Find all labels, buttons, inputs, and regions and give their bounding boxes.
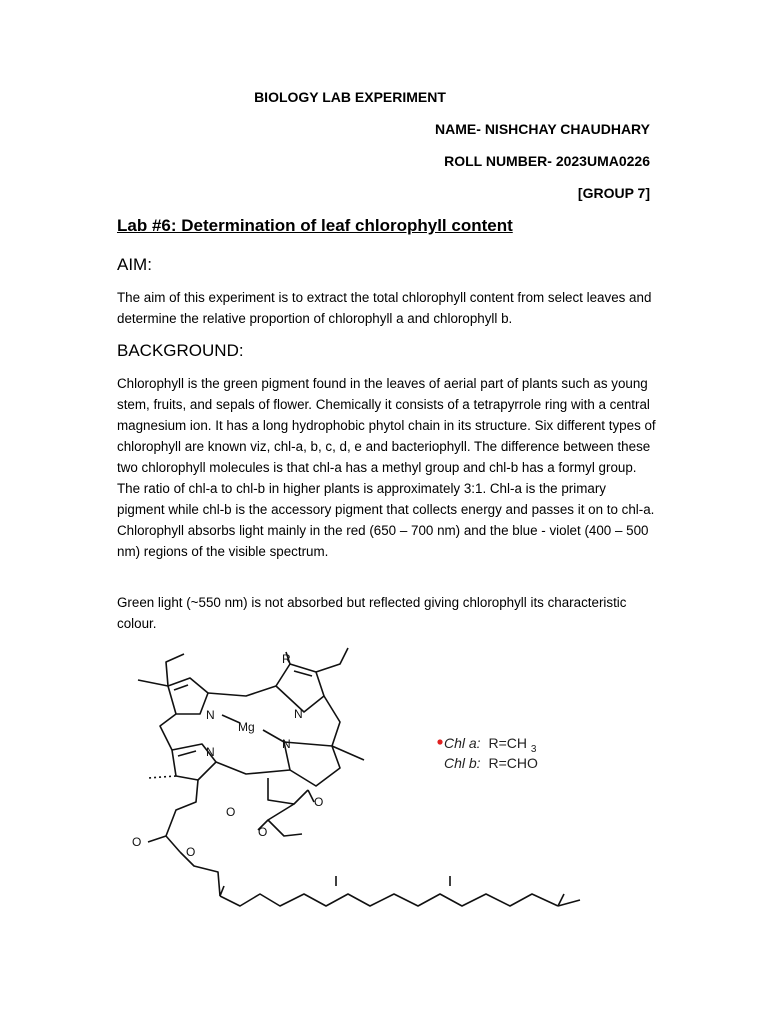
chlorophyll-molecule-drawing [138,648,580,906]
student-name: NAME- NISHCHAY CHAUDHARY [435,121,650,137]
roll-number: ROLL NUMBER- 2023UMA0226 [444,153,650,169]
atom-label-o-5: O [186,845,196,859]
legend-chl-a-name: Chl a: [444,735,481,751]
atom-label-n-4: N [206,745,215,759]
group-label: [GROUP 7] [577,185,650,201]
atom-label-o-1: O [314,795,324,809]
background-paragraph-2: Green light (~550 nm) is not absorbed but reflected giving chlorophyll its characteristic colour. [117,595,627,631]
background-paragraph-1: Chlorophyll is the green pigment found in the leaves of aerial part of plants such as young stem, fruits, and sepals of flower. Chemically it consists of a tetrapyrrole ring with a central magnesium ion. It has a long hydrophobic phytol chain in its structure. Six different types of chlorophyll are known viz, chl-a, b, c, d, e and bacteriophyll. The difference between these two chlorophyll molecules is that chl-a has a methyl group and chl-b has a formyl group. The ratio of chl-a to chl-b in higher plants is approximately 3:1. Chl-a is the primary pigment while chl-b is the accessory pigment that collects energy and passes it on to chl-a. Chlorophyll absorbs light mainly in the red (650 – 700 nm) and the blue - violet (400 – 500 nm) regions of the visible spectrum. [117,376,656,559]
legend-chl-a-subscript: 3 [530,744,537,755]
background-heading: BACKGROUND: [117,341,244,360]
chlorophyll-structure-figure [118,638,628,918]
legend-chl-a [444,735,537,755]
legend-chl-b-name: Chl b: [444,755,481,771]
experiment-heading: BIOLOGY LAB EXPERIMENT [254,89,446,105]
atom-label-o-2: O [226,805,236,819]
atom-label-n-1: N [206,708,215,722]
aim-heading: AIM: [117,255,152,274]
atom-label-o-4: O [132,835,142,849]
legend-bullet [437,739,442,744]
legend-chl-a-formula: R=CH [488,735,527,751]
atom-label-r: R [282,652,291,666]
legend-chl-b-formula: R=CHO [488,755,538,771]
atom-label-n-2: N [294,707,303,721]
legend-chl-b [444,755,538,771]
lab-title: Lab #6: Determination of leaf chlorophyll content [117,216,513,235]
atom-label-mg: Mg [238,720,255,734]
atom-label-o-3: O [258,825,268,839]
aim-text: The aim of this experiment is to extract the total chlorophyll content from select leaves and determine the relative proportion of chlorophyll a and chlorophyll b. [117,290,652,326]
atom-label-n-3: N [282,737,291,751]
